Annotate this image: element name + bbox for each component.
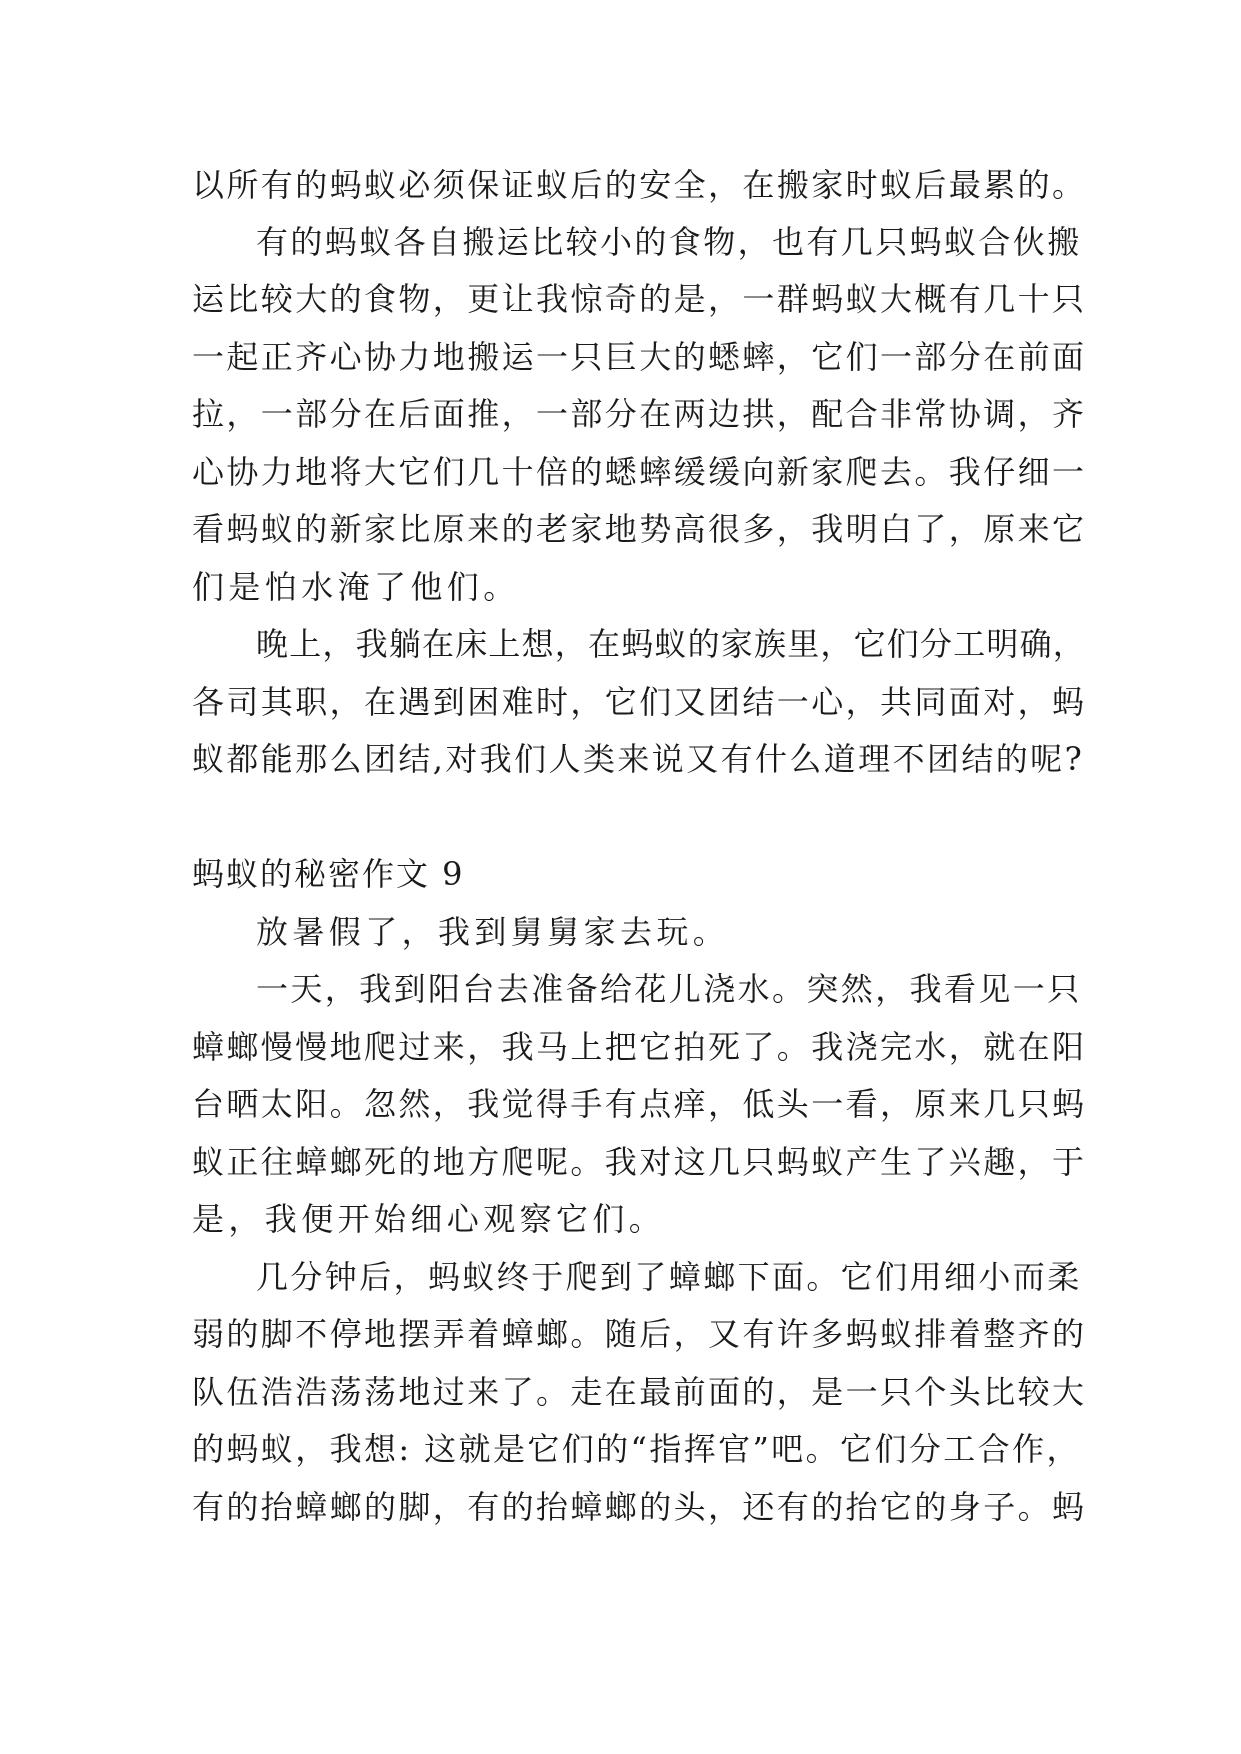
text-line: 心协力地将大它们几十倍的蟋蟀缓缓向新家爬去。我仔细一 bbox=[192, 453, 1087, 491]
text-line: 蚁正往蟑螂死的地方爬呢。我对这几只蚂蚁产生了兴趣，于 bbox=[192, 1143, 1087, 1181]
text-line: 看蚂蚁的新家比原来的老家地势高很多，我明白了，原来它 bbox=[192, 510, 1087, 548]
text-line: 几分钟后，蚂蚁终于爬到了蟑螂下面。它们用细小而柔 bbox=[256, 1258, 1082, 1296]
text-line: 队伍浩浩荡荡地过来了。走在最前面的，是一只个头比较大 bbox=[192, 1373, 1087, 1411]
text-line: 以所有的蚂蚁必须保证蚁后的安全，在搬家时蚁后最累的。 bbox=[192, 166, 1087, 204]
text-line: 台晒太阳。忽然，我觉得手有点痒，低头一看，原来几只蚂 bbox=[192, 1085, 1087, 1123]
text-line: 晚上，我躺在床上想，在蚂蚁的家族里，它们分工明确， bbox=[256, 625, 1087, 663]
text-line: 的蚂蚁，我想: 这就是它们的“指挥官”吧。它们分工合作， bbox=[192, 1430, 1081, 1468]
text-line: 各司其职，在遇到困难时，它们又团结一心，共同面对，蚂 bbox=[192, 683, 1087, 721]
text-line: 们是怕水淹了他们。 bbox=[192, 568, 520, 606]
text-line: 一起正齐心协力地搬运一只巨大的蟋蟀，它们一部分在前面 bbox=[192, 338, 1087, 376]
text-line: 放暑假了，我到舅舅家去玩。 bbox=[256, 913, 730, 951]
text-line: 有的抬蟑螂的脚，有的抬蟑螂的头，还有的抬它的身子。蚂 bbox=[192, 1488, 1087, 1526]
text-line: 一天，我到阳台去准备给花儿浇水。突然，我看见一只 bbox=[256, 970, 1082, 1008]
text-line: 蚁都能那么团结,对我们人类来说又有什么道理不团结的呢? bbox=[192, 740, 1085, 778]
text-line: 运比较大的食物，更让我惊奇的是，一群蚂蚁大概有几十只 bbox=[192, 280, 1087, 318]
text-line: 弱的脚不停地摆弄着蟑螂。随后，又有许多蚂蚁排着整齐的 bbox=[192, 1315, 1087, 1353]
text-line: 蟑螂慢慢地爬过来，我马上把它拍死了。我浇完水，就在阳 bbox=[192, 1028, 1087, 1066]
text-line: 拉，一部分在后面推，一部分在两边拱，配合非常协调，齐 bbox=[192, 395, 1087, 433]
text-line: 有的蚂蚁各自搬运比较小的食物，也有几只蚂蚁合伙搬 bbox=[256, 223, 1082, 261]
section-title: 蚂蚁的秘密作文 9 bbox=[192, 855, 465, 893]
text-line: 是，我便开始细心观察它们。 bbox=[192, 1200, 666, 1238]
